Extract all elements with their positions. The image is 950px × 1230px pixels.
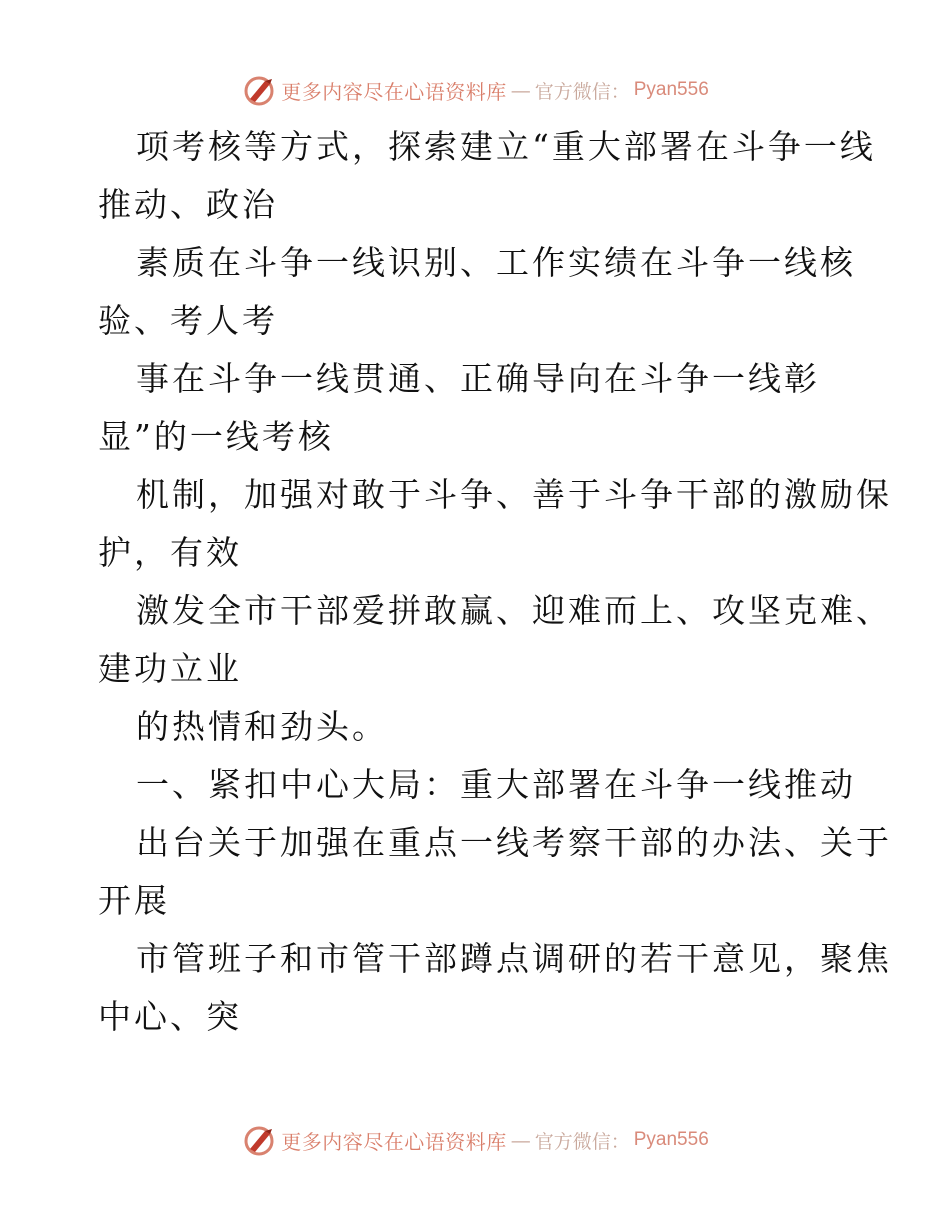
- banner-separator: —: [510, 1128, 531, 1152]
- text-line: 市管班子和市管干部蹲点调研的若干意见，聚焦: [136, 939, 892, 978]
- document-body: [98, 118, 892, 1046]
- text-line: 项考核等方式，探索建立“重大部署在斗争一线: [136, 127, 876, 166]
- text-line: 机制，加强对敢于斗争、善于斗争干部的激励保: [136, 475, 892, 514]
- text-line: 的热情和劲头。: [136, 707, 388, 746]
- banner-main-text: 更多内容尽在心语资料库: [281, 1129, 507, 1154]
- text-line: 显”的一线考核: [98, 417, 334, 456]
- text-line: 激发全市干部爱拼敢赢、迎难而上、攻坚克难、: [136, 591, 892, 630]
- banner-separator: —: [510, 78, 531, 102]
- banner-wechat-id: Pyan556: [633, 79, 709, 100]
- text-line: 开展: [98, 881, 170, 920]
- banner-official-label: 官方微信：: [534, 1130, 630, 1153]
- text-line: 素质在斗争一线识别、工作实绩在斗争一线核: [136, 243, 856, 282]
- pen-logo-icon: [241, 72, 277, 108]
- banner-main-text: 更多内容尽在心语资料库: [281, 79, 507, 104]
- text-line: 验、考人考: [98, 301, 278, 340]
- text-line: 护，有效: [98, 533, 242, 572]
- text-line: 事在斗争一线贯通、正确导向在斗争一线彰: [136, 359, 820, 398]
- pen-logo-icon: [241, 1122, 277, 1158]
- text-line: 中心、突: [98, 997, 242, 1036]
- text-line: 出台关于加强在重点一线考察干部的办法、关于: [136, 823, 892, 862]
- banner-official-label: 官方微信：: [534, 80, 630, 103]
- banner-wechat-id: Pyan556: [633, 1129, 709, 1150]
- text-line: 推动、政治: [98, 185, 278, 224]
- header-banner: [0, 70, 950, 110]
- section-heading: 一、紧扣中心大局：重大部署在斗争一线推动: [136, 765, 856, 804]
- footer-banner: [0, 1120, 950, 1160]
- text-line: 建功立业: [98, 649, 242, 688]
